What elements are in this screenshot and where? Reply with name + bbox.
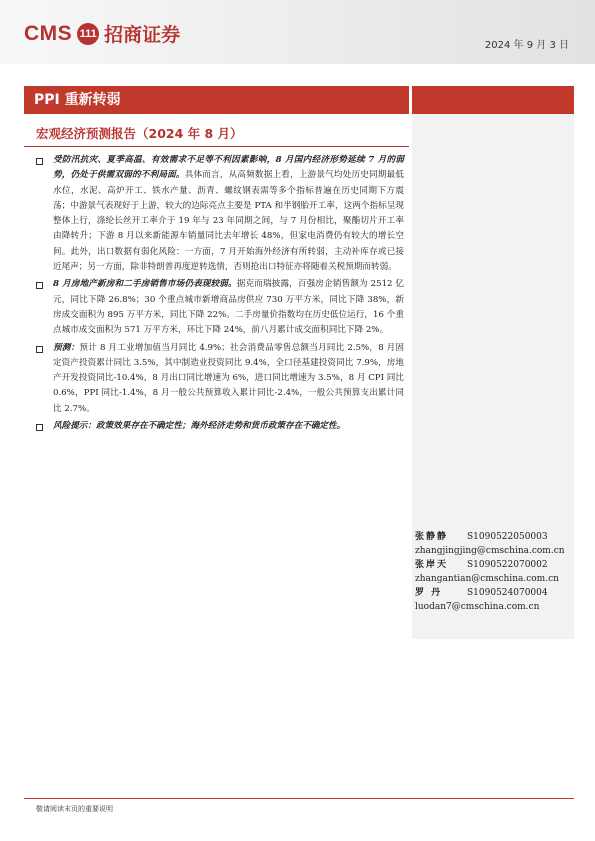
report-subtitle: 宏观经济预测报告（2024 年 8 月） <box>36 126 243 141</box>
analyst-entry <box>415 586 575 614</box>
analyst-license-id: S1090522070002 <box>467 560 548 570</box>
bullet-text <box>53 277 404 338</box>
bullet-text <box>53 419 404 434</box>
square-bullet-icon <box>36 158 43 165</box>
analyst-list <box>415 530 575 614</box>
logo-emblem-icon: 111 <box>77 23 99 45</box>
report-date: 2024 年 9 月 3 日 <box>484 40 569 51</box>
square-bullet-icon <box>36 282 43 289</box>
title-bar-side <box>412 86 574 114</box>
bullet-item <box>36 277 404 338</box>
analyst-email[interactable]: zhangantian@cmschina.com.cn <box>415 574 559 584</box>
analyst-name: 张岸天 <box>415 560 449 570</box>
analyst-email[interactable]: zhangjingjing@cmschina.com.cn <box>415 546 565 556</box>
bullet-lead: 风险提示：政策效果存在不确定性；海外经济走势和货币政策存在不确定性。 <box>53 421 346 432</box>
footer-rule <box>24 798 574 799</box>
analyst-license-id: S1090524070004 <box>467 588 548 598</box>
analyst-name: 张静静 <box>415 532 449 542</box>
analyst-email[interactable]: luodan7@cmschina.com.cn <box>415 602 540 612</box>
analyst-name: 罗 丹 <box>415 588 443 598</box>
subtitle-rule <box>24 146 409 147</box>
bullet-text <box>53 153 404 275</box>
bullet-detail: 具体而言，从高频数据上看，上游景气均处历史同期最低水位，水泥、高炉开工、铁水产量、沥青、螺纹钢表需等多个指标普遍在历史同期下方震荡；中游景气表现好于上游，较大的边际亮点主要是 PTA 和半钢胎开工率，这两个指标呈现整体上行，涤纶长丝开工率介于 19 年与 23 年同期之间，与 7 月份相比，聚酯切片开工率由降转升；下游 8 月以来新能源车销量同比去年增长 48%，但家电消费仍有较大的增长空间。此外，出口数据有弱化风险：一方面，7 月开始海外经济有所转弱，主动补库存或已接近尾声；另一方面，除非特朗普再度逆转选情，否则抢出口特征亦将随着关税预期而转弱。 <box>53 170 404 273</box>
bullet-text <box>53 341 404 417</box>
footer-disclaimer: 敬请阅读末页的重要说明 <box>36 805 113 813</box>
bullet-detail: 据克而瑞披露，百强房企销售额为 2512 亿元，同比下降 26.8%；30 个重点城市新增商品房供应 730 万平方米，同比下降 38%，新房成交面积为 895 万平方米，同比下降 22%。二手房量价指数均在历史低位运行，16 个重点城市成交面积为 571 万平方米，环比下降 24%，前八月累计成交面积同比下降 2%。 <box>53 279 404 336</box>
square-bullet-icon <box>36 424 43 431</box>
report-title: PPI 重新转弱 <box>24 86 409 114</box>
analyst-license-id: S1090522050003 <box>467 532 548 542</box>
bullet-lead: 受防汛抗灾、夏季高温、有效需求不足等不利因素影响，8 月国内经济形势延续 7 月的弱势，仍处于供需双弱的不利局面。 <box>53 155 404 181</box>
bullet-detail: 预计 8 月工业增加值当月同比 4.9%；社会消费品零售总额当月同比 2.5%，8 月固定资产投资累计同比 3.5%，其中制造业投资同比 9.4%，全口径基建投资同比 7.9%，房地产开发投资同比-10.4%，8 月出口同比增速为 6%，进口同比增速为 3.5%，8 月 CPI 同比 0.6%，PPI 同比-1.4%，8 月一般公共预算收入累计同比-2.4%，一般公共预算支出累计同比 2.7%。 <box>53 342 404 414</box>
summary-bullets <box>36 153 404 436</box>
bullet-item <box>36 341 404 417</box>
logo-company-name: 招商证券 <box>104 24 181 46</box>
analyst-entry <box>415 558 575 586</box>
square-bullet-icon <box>36 346 43 353</box>
bullet-lead: 预测： <box>53 342 80 353</box>
logo-cms-text: CMS <box>24 21 73 45</box>
bullet-item <box>36 419 404 434</box>
bullet-lead: 8 月房地产新房和二手房销售市场仍表现较弱。 <box>53 279 237 290</box>
logo <box>24 20 180 47</box>
analyst-entry <box>415 530 575 558</box>
bullet-item <box>36 153 404 275</box>
